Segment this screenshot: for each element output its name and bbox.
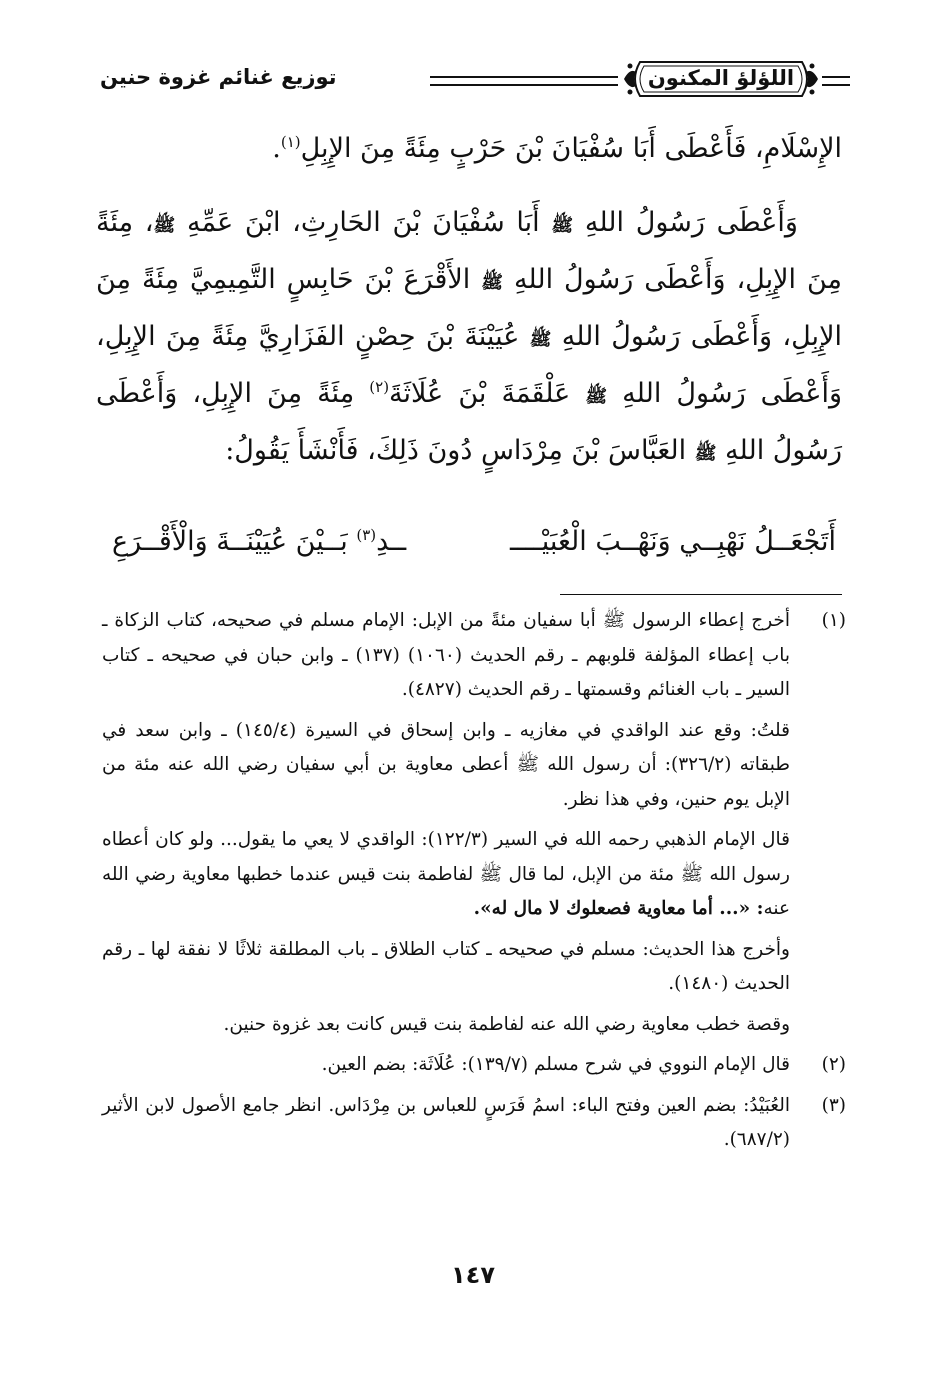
paragraph-1-text: الإِسْلَامِ، فَأَعْطَى أَبَا سُفْيَانَ بْنَ حَرْبٍ مِئَةً مِنَ الإِبِلِ	[300, 133, 842, 164]
footnote-paragraph	[102, 1008, 790, 1043]
salla-glyph-icon: ﷺ	[585, 386, 608, 407]
footnote-number: (٢)	[821, 1054, 846, 1075]
paragraph-2-segment: مِئَةً مِنَ الإِبِلِ، وَأَعْطَى رَسُولُ اللهِ	[96, 378, 842, 466]
footnotes	[102, 604, 846, 1158]
paragraph-2-segment: عُيَيْنَةَ بْنَ حِصْنٍ الفَزَارِيَّ مِئَةً مِنَ الإِبِلِ، وَأَعْطَى رَسُولُ اللهِ	[96, 321, 842, 409]
paragraph-1-end: .	[272, 133, 281, 164]
paragraph-1	[96, 122, 842, 176]
verse-hemistich-1: أَتَجْعَــلُ نَهْبِــي وَنَهْــبَ الْعُبَيْــــ	[510, 526, 836, 557]
salla-glyph-icon: ﷺ	[602, 610, 626, 631]
salla-glyph-icon: ﷺ	[680, 863, 703, 885]
footnote-ref-1[interactable]: (١)	[280, 133, 301, 151]
footnote-ref-2[interactable]: (٢)	[369, 378, 390, 396]
paragraph-2-segment: الأَقْرَعَ بْنَ حَابِسٍ التَّمِيمِيَّ مِئَةً مِنَ الإِبِلِ، وَأَعْطَى رَسُولُ اللهِ	[96, 264, 842, 352]
footnote-text: لفاطمة بنت قيس كانت بعد غزوة حنين.	[223, 1013, 525, 1035]
verse-hemistich-2-start: ــدِ	[376, 526, 407, 557]
paragraph-2-segment: وَأَعْطَى رَسُولُ اللهِ	[584, 207, 798, 238]
footnote-2	[102, 1048, 846, 1083]
running-header	[100, 52, 850, 108]
paragraph-2-segment: أَبَا سُفْيَانَ بْنَ الحَارِثِ، ابْنَ عَمِّهِ	[186, 207, 540, 238]
footnote-paragraph	[102, 933, 790, 1002]
footnote-separator	[560, 594, 842, 595]
footnote-text: قلتُ: وقع عند الواقدي في مغازيه ـ وابن إسحاق في السيرة (١٤٥/٤) ـ وابن سعد في طبقاته (٣٢٦/٢): أن رسول الله	[102, 719, 790, 775]
salla-glyph-icon: ﷺ	[694, 443, 717, 464]
footnote-text: قال الإمام الذهبي رحمه الله في السير (١٢٢/٣): الواقدي لا يعي ما يقول... ولو كان أعطاه رسول الله	[102, 829, 790, 885]
footnote-number: (٣)	[821, 1094, 846, 1116]
book-title: اللؤلؤ المكنون	[647, 66, 795, 90]
footnote-paragraph	[102, 823, 790, 927]
salla-glyph-icon: ﷺ	[529, 329, 552, 350]
main-text	[96, 122, 842, 481]
footnote-text: أبا سفيان مئةً من الإبل: الإمام مسلم في صحيحه، كتاب الزكاة ـ باب إعطاء المؤلفة قلوبهم ـ رقم الحديث (١٠٦٠) (١٣٧) ـ وابن حبان في صحيحه ـ كتاب السير ـ باب الغنائم وقسمتها ـ رقم الحديث (٤٨٢٧).	[102, 610, 790, 700]
verse-hemistich-2-end: بَــيْنَ عُيَيْنَــةَ وَالْأَقْــرَعِ	[112, 526, 348, 557]
salla-glyph-icon: ﷺ	[516, 754, 540, 775]
radiya-glyph-icon: رضي الله عنه	[102, 863, 790, 919]
footnote-1	[102, 604, 846, 1042]
salla-glyph-icon: ﷺ	[481, 272, 503, 293]
footnote-ref-3[interactable]: (٣)	[356, 526, 377, 544]
footnote-text: لفاطمة بنت قيس عندما خطبها معاوية	[181, 863, 474, 885]
page-number: ١٤٧	[451, 1261, 495, 1289]
footnote-text: أعطى معاوية بن أبي سفيان	[285, 754, 509, 775]
footnote-paragraph	[102, 1048, 790, 1083]
chapter-title: توزيع غنائم غزوة حنين	[100, 65, 337, 89]
radiya-glyph-icon: رضي الله عنه	[167, 754, 278, 775]
paragraph-2-segment: ، مِئَةً مِنَ الإِبِلِ، وَأَعْطَى رَسُولُ اللهِ	[96, 207, 842, 295]
footnote-text: العُبَيْدُ: بضم العين وفتح الباء: اسمُ فَرَسٍ للعباس بن مِرْدَاس. انظر جامع الأصول لابن الأثير (٦٨٧/٢).	[102, 1094, 790, 1150]
footnote-text: مئة من الإبل، لما قال	[508, 863, 675, 885]
footnote-text: مئة من الإبل يوم حنين، وفي هذا نظر.	[102, 754, 790, 810]
footnote-text: وأخرج هذا الحديث: مسلم في صحيحه ـ كتاب الطلاق ـ باب المطلقة ثلاثًا لا نفقة لها ـ رقم الحديث (١٤٨٠).	[102, 938, 790, 994]
footnote-number: (١)	[821, 610, 846, 631]
footnote-text: قال الإمام النووي في شرح مسلم (١٣٩/٧): عُلَاثَة: بضم العين.	[321, 1054, 790, 1075]
paragraph-2-segment: العَبَّاسَ بْنَ مِرْدَاسٍ دُونَ ذَلِكَ، فَأَنْشَأَ يَقُولُ:	[225, 435, 687, 466]
salla-glyph-icon: ﷺ	[479, 863, 503, 885]
header-rule-right	[822, 76, 850, 86]
salla-glyph-icon: ﷺ	[153, 215, 176, 236]
footnote-paragraph	[102, 714, 790, 818]
hadith-quote: : «... أما معاوية فصعلوك لا مال له».	[473, 898, 764, 919]
paragraph-2-segment: عَلْقَمَةَ بْنَ عُلَاثَةَ	[389, 378, 571, 409]
footnote-3	[102, 1089, 846, 1158]
salla-glyph-icon: ﷺ	[551, 215, 574, 236]
header-rule-middle	[430, 76, 618, 86]
paragraph-2	[96, 196, 842, 481]
footnote-text: وقصة خطب معاوية	[641, 1013, 790, 1035]
poetry-verse	[112, 514, 842, 570]
footnote-text: أخرج إعطاء الرسول	[632, 610, 790, 631]
radiya-glyph-icon: رضي الله عنه	[530, 1013, 636, 1035]
footnote-paragraph	[102, 1089, 790, 1158]
footnote-paragraph	[102, 604, 790, 708]
verse-hemistich-2	[112, 514, 406, 570]
book-title-cartouche	[622, 54, 820, 104]
